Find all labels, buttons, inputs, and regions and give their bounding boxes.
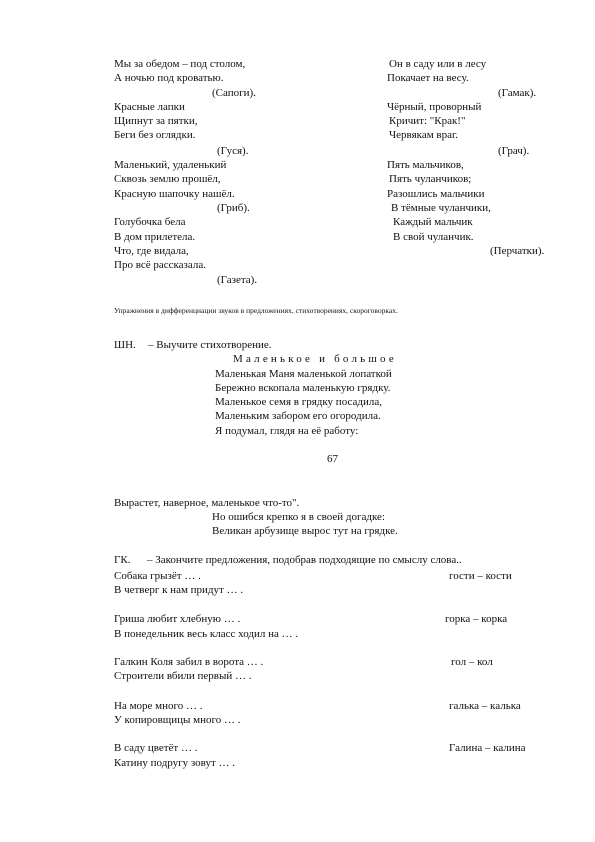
riddle-line: Что, где видала, (114, 245, 189, 257)
sentence-line: У копировщицы много … . (114, 714, 241, 726)
riddle-line: Голубочка бела (114, 216, 186, 228)
riddle-line: Он в саду или в лесу (389, 58, 487, 70)
riddle-answer: (Гамак). (498, 87, 537, 99)
riddle-line: В тёмные чуланчики, (391, 202, 491, 214)
sentence-line: В понедельник весь класс ходил на … . (114, 628, 299, 640)
riddle-line: Разошлись мальчики (387, 188, 485, 200)
poem-line: Но ошибся крепко я в своей догадке: (212, 511, 385, 523)
sentence-line: Гриша любит хлебную … . (114, 613, 241, 625)
page-number: 67 (327, 453, 338, 465)
riddle-line: Мы за обедом – под столом, (114, 58, 246, 70)
exercises-heading: Упражнения в дифференциации звуков в предложениях, стихотворениях, скороговорках. (114, 306, 398, 315)
riddle-answer: (Гуся). (217, 145, 249, 157)
task-gk-instruction: – Закончите предложения, подобрав подходящие по смыслу слова.. (147, 554, 462, 566)
riddle-line: Красные лапки (114, 101, 185, 113)
task-gk-label: ГК. (114, 554, 131, 566)
poem-line: Я подумал, глядя на её работу: (215, 425, 359, 437)
riddle-answer: (Гриб). (217, 202, 250, 214)
sentence-line: Катину подругу зовут … . (114, 757, 236, 769)
riddle-answer: (Газета). (217, 274, 258, 286)
riddle-line: Червякам враг. (389, 129, 459, 141)
riddle-line: Кричит: "Крак!" (389, 115, 466, 127)
sentence-line: Галкин Коля забил в ворота … . (114, 656, 264, 668)
word-pair: гол – кол (451, 656, 493, 668)
riddle-line: А ночью под кроватью. (114, 72, 224, 84)
riddle-answer: (Перчатки). (490, 245, 545, 257)
word-pair: гости – кости (449, 570, 512, 582)
riddle-line: Беги без оглядки. (114, 129, 196, 141)
task-sh-label: ШН. (114, 339, 136, 351)
sentence-line: В четверг к нам придут … . (114, 584, 244, 596)
riddle-line: В свой чуланчик. (393, 231, 474, 243)
sentence-line: Собака грызёт … . (114, 570, 201, 582)
riddle-line: Пять мальчиков, (387, 159, 464, 171)
riddle-line: Сквозь землю прошёл, (114, 173, 221, 185)
riddle-answer: (Сапоги). (212, 87, 256, 99)
poem-line: Бережно вскопала маленькую грядку. (215, 382, 391, 394)
riddle-line: Про всё рассказала. (114, 259, 206, 271)
poem-line: Маленькое семя в грядку посадила, (215, 396, 382, 408)
riddle-answer: (Грач). (498, 145, 530, 157)
riddle-line: Каждый мальчик (393, 216, 473, 228)
word-pair: галька – калька (449, 700, 521, 712)
riddle-line: В дом прилетела. (114, 231, 196, 243)
riddle-line: Красную шапочку нашёл. (114, 188, 235, 200)
poem-line: Вырастет, наверное, маленькое что-то". (114, 497, 300, 509)
poem-line: Маленькая Маня маленькой лопаткой (215, 368, 392, 380)
riddle-line: Маленький, удаленький (114, 159, 227, 171)
sentence-line: В саду цветёт … . (114, 742, 198, 754)
riddle-line: Чёрный, проворный (387, 101, 482, 113)
word-pair: Галина – калина (449, 742, 526, 754)
riddle-line: Пять чуланчиков; (389, 173, 472, 185)
poem-line: Великан арбузище вырос тут на грядке. (212, 525, 398, 537)
poem-line: Маленьким забором его огородила. (215, 410, 381, 422)
task-sh-instruction: – Выучите стихотворение. (148, 339, 272, 351)
riddle-line: Щипнут за пятки, (114, 115, 198, 127)
word-pair: горка – корка (445, 613, 508, 625)
riddle-line: Покачает на весу. (387, 72, 469, 84)
sentence-line: На море много … . (114, 700, 203, 712)
poem-title: Маленькое и большое (233, 353, 397, 365)
sentence-line: Строители вбили первый … . (114, 670, 252, 682)
